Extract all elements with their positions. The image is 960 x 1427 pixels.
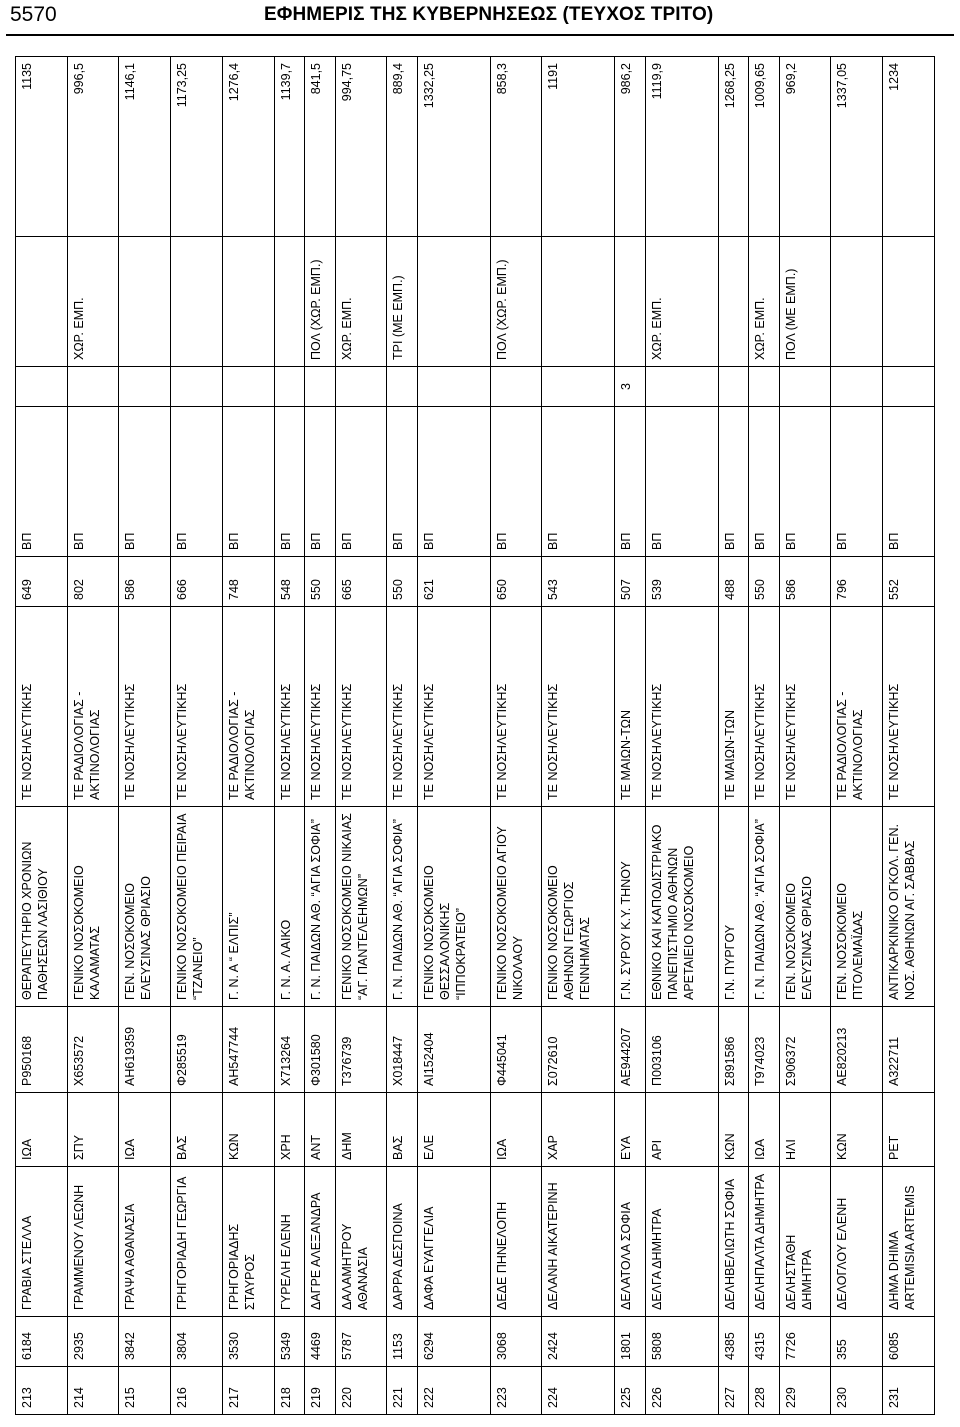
cell-extra	[645, 367, 718, 407]
cell-hospital: ΓΕΝΙΚΟ ΝΟΣΟΚΟΜΕΙΟ ΝΙΚΑΙΑΣ “ΑΓ. ΠΑΝΤΕΛΕΗΜΩΝ”	[335, 807, 387, 1007]
cell-category: ΒΠ	[883, 407, 935, 557]
cell-hospital: Γ. Ν. ΠΑΙΔΩΝ ΑΘ. “ΑΓΙΑ ΣΟΦΙΑ”	[749, 807, 780, 1007]
cell-hospital: ΘΕΡΑΠΕΥΤΗΡΙΟ ΧΡΟΝΙΩΝ ΠΑΘΗΣΕΩΝ ΛΑΣΙΘΙΟΥ	[16, 807, 68, 1007]
cell-score: 994,75	[335, 57, 387, 237]
cell-field: ΤΕ ΝΟΣΗΛΕΥΤΙΚΗΣ	[490, 607, 542, 807]
cell-name: ΔΕΛΗΒΕΛΙΩΤΗ ΣΟΦΙΑ	[718, 1167, 749, 1317]
cell-code: 6184	[16, 1317, 68, 1367]
cell-id-number: ΑΕ820213	[831, 1007, 883, 1093]
cell-spec: ΙΩΑ	[16, 1093, 68, 1167]
cell-number: 665	[335, 557, 387, 607]
table-row	[274, 57, 305, 1415]
table-row	[645, 57, 718, 1415]
cell-id-number: ΑΕ944207	[615, 1007, 646, 1093]
cell-field: ΤΕ ΡΑΔΙΟΛΟΓΙΑΣ - ΑΚΤΙΝΟΛΟΓΙΑΣ	[222, 607, 274, 807]
cell-spec: ΒΑΣ	[171, 1093, 223, 1167]
cell-spec: ΒΑΣ	[387, 1093, 418, 1167]
cell-field: ΤΕ ΜΑΙΩΝ-ΤΩΝ	[615, 607, 646, 807]
cell-name: ΔΑΓΡΕ ΑΛΕΞΑΝΔΡΑ	[305, 1167, 336, 1317]
cell-category: ΒΠ	[718, 407, 749, 557]
cell-index: 230	[831, 1367, 883, 1415]
cell-name: ΔΑΛΑΜΗΤΡΟΥ ΑΘΑΝΑΣΙΑ	[335, 1167, 387, 1317]
cell-bonus: ΧΩΡ. ΕΜΠ.	[335, 237, 387, 367]
cell-score: 841,5	[305, 57, 336, 237]
cell-code: 3804	[171, 1317, 223, 1367]
cell-extra	[274, 367, 305, 407]
cell-index: 229	[779, 1367, 831, 1415]
cell-index: 225	[615, 1367, 646, 1415]
cell-index: 213	[16, 1367, 68, 1415]
cell-bonus	[417, 237, 490, 367]
cell-field: ΤΕ ΝΟΣΗΛΕΥΤΙΚΗΣ	[305, 607, 336, 807]
cell-id-number: Φ445041	[490, 1007, 542, 1093]
cell-name: ΔΕΛΗΣΤΑΘΗ ΔΗΜΗΤΡΑ	[779, 1167, 831, 1317]
cell-name: ΔΕΛΑΤΟΛΑ ΣΟΦΙΑ	[615, 1167, 646, 1317]
cell-number: 539	[645, 557, 718, 607]
cell-score: 986,2	[615, 57, 646, 237]
cell-category: ΒΠ	[305, 407, 336, 557]
cell-score: 1119,9	[645, 57, 718, 237]
cell-bonus	[883, 237, 935, 367]
cell-extra	[67, 367, 119, 407]
cell-code: 6085	[883, 1317, 935, 1367]
cell-id-number: Φ301580	[305, 1007, 336, 1093]
cell-category: ΒΠ	[645, 407, 718, 557]
cell-number: 550	[387, 557, 418, 607]
cell-extra	[490, 367, 542, 407]
cell-field: ΤΕ ΜΑΙΩΝ-ΤΩΝ	[718, 607, 749, 807]
cell-field: ΤΕ ΡΑΔΙΟΛΟΓΙΑΣ - ΑΚΤΙΝΟΛΟΓΙΑΣ	[67, 607, 119, 807]
table-row	[305, 57, 336, 1415]
cell-category: ΒΠ	[67, 407, 119, 557]
cell-number: 488	[718, 557, 749, 607]
cell-category: ΒΠ	[831, 407, 883, 557]
cell-hospital: Γ.Ν. ΣΥΡΟΥ Κ.Υ. ΤΗΝΟΥ	[615, 807, 646, 1007]
cell-field: ΤΕ ΝΟΣΗΛΕΥΤΙΚΗΣ	[119, 607, 171, 807]
cell-spec: ΚΩΝ	[222, 1093, 274, 1167]
cell-category: ΒΠ	[171, 407, 223, 557]
cell-bonus	[542, 237, 615, 367]
cell-bonus	[171, 237, 223, 367]
cell-category: ΒΠ	[335, 407, 387, 557]
header-rule	[6, 34, 954, 36]
table-row	[335, 57, 387, 1415]
cell-score: 889,4	[387, 57, 418, 237]
cell-score: 1191	[542, 57, 615, 237]
table-row	[749, 57, 780, 1415]
cell-index: 226	[645, 1367, 718, 1415]
cell-code: 5808	[645, 1317, 718, 1367]
table-row	[615, 57, 646, 1415]
cell-bonus: ΤΡΙ (ΜΕ ΕΜΠ.)	[387, 237, 418, 367]
cell-id-number: Χ713264	[274, 1007, 305, 1093]
cell-hospital: Γ. Ν. Α. ΛΑΙΚΟ	[274, 807, 305, 1007]
cell-spec: ΚΩΝ	[831, 1093, 883, 1167]
table-row	[16, 57, 68, 1415]
cell-score: 1135	[16, 57, 68, 237]
cell-bonus	[16, 237, 68, 367]
cell-code: 1153	[387, 1317, 418, 1367]
cell-id-number: ΑΗ547744	[222, 1007, 274, 1093]
table-row	[222, 57, 274, 1415]
cell-score: 1268,25	[718, 57, 749, 237]
cell-field: ΤΕ ΝΟΣΗΛΕΥΤΙΚΗΣ	[16, 607, 68, 807]
cell-index: 222	[417, 1367, 490, 1415]
cell-category: ΒΠ	[417, 407, 490, 557]
cell-code: 3530	[222, 1317, 274, 1367]
cell-hospital: Γ. Ν. ΠΑΙΔΩΝ ΑΘ. “ΑΓΙΑ ΣΟΦΙΑ”	[305, 807, 336, 1007]
cell-extra	[718, 367, 749, 407]
cell-field: ΤΕ ΝΟΣΗΛΕΥΤΙΚΗΣ	[542, 607, 615, 807]
cell-number: 649	[16, 557, 68, 607]
gazette-title: ΕΦΗΜΕΡΙΣ ΤΗΣ ΚΥΒΕΡΝΗΣΕΩΣ (ΤΕΥΧΟΣ ΤΡΙΤΟ)	[264, 4, 714, 25]
table-row	[883, 57, 935, 1415]
cell-field: ΤΕ ΡΑΔΙΟΛΟΓΙΑΣ - ΑΚΤΙΝΟΛΟΓΙΑΣ	[831, 607, 883, 807]
cell-id-number: Τ974023	[749, 1007, 780, 1093]
table-row	[67, 57, 119, 1415]
cell-spec: ΡΕΤ	[883, 1093, 935, 1167]
cell-bonus: ΧΩΡ. ΕΜΠ.	[67, 237, 119, 367]
table-row	[417, 57, 490, 1415]
cell-bonus	[615, 237, 646, 367]
cell-number: 796	[831, 557, 883, 607]
table-row	[387, 57, 418, 1415]
cell-name: ΓΡΑΜΜΕΝΟΥ ΛΕΩΝΗ	[67, 1167, 119, 1317]
cell-category: ΒΠ	[387, 407, 418, 557]
cell-index: 219	[305, 1367, 336, 1415]
cell-name: ΔΕΛΓΑ ΔΗΜΗΤΡΑ	[645, 1167, 718, 1317]
table-row	[831, 57, 883, 1415]
cell-hospital: ΓΕΝ. ΝΟΣΟΚΟΜΕΙΟ ΕΛΕΥΣΙΝΑΣ ΘΡΙΑΣΙΟ	[119, 807, 171, 1007]
cell-hospital: ΓΕΝΙΚΟ ΝΟΣΟΚΟΜΕΙΟ ΚΑΛΑΜΑΤΑΣ	[67, 807, 119, 1007]
cell-number: 507	[615, 557, 646, 607]
page-number: 5570	[10, 3, 57, 26]
cell-category: ΒΠ	[749, 407, 780, 557]
cell-score: 1139,7	[274, 57, 305, 237]
cell-id-number: Τ376739	[335, 1007, 387, 1093]
cell-extra	[831, 367, 883, 407]
cell-code: 2935	[67, 1317, 119, 1367]
registry-table	[15, 56, 935, 1415]
table-row	[171, 57, 223, 1415]
cell-number: 586	[119, 557, 171, 607]
cell-code: 1801	[615, 1317, 646, 1367]
cell-score: 969,2	[779, 57, 831, 237]
cell-field: ΤΕ ΝΟΣΗΛΕΥΤΙΚΗΣ	[645, 607, 718, 807]
cell-hospital: ΕΘΝΙΚΟ ΚΑΙ ΚΑΠΟΔΙΣΤΡΙΑΚΟ ΠΑΝΕΠΙΣΤΗΜΙΟ ΑΘΗΝΩΝ ΑΡΕΤΑΙΕΙΟ ΝΟΣΟΚΟΜΕΙΟ	[645, 807, 718, 1007]
cell-score: 1234	[883, 57, 935, 237]
cell-spec: ΣΠΥ	[67, 1093, 119, 1167]
cell-field: ΤΕ ΝΟΣΗΛΕΥΤΙΚΗΣ	[387, 607, 418, 807]
cell-index: 224	[542, 1367, 615, 1415]
cell-number: 650	[490, 557, 542, 607]
cell-extra	[16, 367, 68, 407]
rotated-table-container	[15, 57, 935, 1415]
cell-category: ΒΠ	[779, 407, 831, 557]
cell-field: ΤΕ ΝΟΣΗΛΕΥΤΙΚΗΣ	[779, 607, 831, 807]
cell-spec: ΧΡΗ	[274, 1093, 305, 1167]
cell-category: ΒΠ	[16, 407, 68, 557]
cell-spec: ΧΑΡ	[542, 1093, 615, 1167]
cell-name: ΔΕΔΕ ΠΗΝΕΛΟΠΗ	[490, 1167, 542, 1317]
cell-field: ΤΕ ΝΟΣΗΛΕΥΤΙΚΗΣ	[335, 607, 387, 807]
cell-index: 231	[883, 1367, 935, 1415]
cell-index: 215	[119, 1367, 171, 1415]
cell-code: 4385	[718, 1317, 749, 1367]
cell-index: 220	[335, 1367, 387, 1415]
cell-index: 223	[490, 1367, 542, 1415]
cell-number: 621	[417, 557, 490, 607]
cell-code: 7726	[779, 1317, 831, 1367]
cell-spec: ΑΝΤ	[305, 1093, 336, 1167]
table-row	[779, 57, 831, 1415]
cell-id-number: ΑΙ152404	[417, 1007, 490, 1093]
cell-id-number: Χ018447	[387, 1007, 418, 1093]
cell-spec: ΕΥΑ	[615, 1093, 646, 1167]
cell-id-number: Π003106	[645, 1007, 718, 1093]
table-row	[119, 57, 171, 1415]
cell-name: ΓΡΑΒΙΑ ΣΤΕΛΛΑ	[16, 1167, 68, 1317]
cell-name: ΓΡΗΓΟΡΙΑΔΗ ΓΕΩΡΓΙΑ	[171, 1167, 223, 1317]
page-header	[0, 0, 960, 44]
cell-bonus	[119, 237, 171, 367]
registry-body	[16, 57, 935, 1415]
cell-spec: ΗΛΙ	[779, 1093, 831, 1167]
cell-spec: ΙΩΑ	[490, 1093, 542, 1167]
cell-id-number: Α322711	[883, 1007, 935, 1093]
cell-index: 216	[171, 1367, 223, 1415]
cell-score: 1173,25	[171, 57, 223, 237]
cell-id-number: Σ072610	[542, 1007, 615, 1093]
cell-code: 2424	[542, 1317, 615, 1367]
cell-id-number: Φ285519	[171, 1007, 223, 1093]
cell-category: ΒΠ	[119, 407, 171, 557]
cell-field: ΤΕ ΝΟΣΗΛΕΥΤΙΚΗΣ	[171, 607, 223, 807]
cell-code: 5349	[274, 1317, 305, 1367]
cell-extra	[417, 367, 490, 407]
cell-extra	[749, 367, 780, 407]
cell-hospital: ΓΕΝΙΚΟ ΝΟΣΟΚΟΜΕΙΟ ΑΓΙΟΥ ΝΙΚΟΛΑΟΥ	[490, 807, 542, 1007]
cell-id-number: ΑΗ619359	[119, 1007, 171, 1093]
cell-bonus	[718, 237, 749, 367]
cell-name: ΓΡΑΨΑ ΑΘΑΝΑΣΙΑ	[119, 1167, 171, 1317]
cell-bonus: ΠΟΛ (ΧΩΡ. ΕΜΠ.)	[305, 237, 336, 367]
cell-index: 228	[749, 1367, 780, 1415]
cell-id-number: Σ891586	[718, 1007, 749, 1093]
table-row	[718, 57, 749, 1415]
cell-bonus: ΧΩΡ. ΕΜΠ.	[749, 237, 780, 367]
cell-number: 548	[274, 557, 305, 607]
cell-field: ΤΕ ΝΟΣΗΛΕΥΤΙΚΗΣ	[749, 607, 780, 807]
cell-hospital: Γ.Ν. ΠΥΡΓΟΥ	[718, 807, 749, 1007]
cell-name: ΔΑΦΑ ΕΥΑΓΓΕΛΙΑ	[417, 1167, 490, 1317]
cell-spec: ΚΩΝ	[718, 1093, 749, 1167]
cell-id-number: Ρ950168	[16, 1007, 68, 1093]
cell-category: ΒΠ	[490, 407, 542, 557]
cell-index: 214	[67, 1367, 119, 1415]
cell-field: ΤΕ ΝΟΣΗΛΕΥΤΙΚΗΣ	[883, 607, 935, 807]
cell-extra	[542, 367, 615, 407]
cell-bonus: ΠΟΛ (ΧΩΡ. ΕΜΠ.)	[490, 237, 542, 367]
cell-extra	[171, 367, 223, 407]
cell-id-number: Σ906372	[779, 1007, 831, 1093]
cell-bonus	[831, 237, 883, 367]
cell-hospital: Γ. Ν. Α “ ΕΛΠΙΣ”	[222, 807, 274, 1007]
cell-index: 221	[387, 1367, 418, 1415]
cell-score: 858,3	[490, 57, 542, 237]
cell-score: 1009,65	[749, 57, 780, 237]
cell-name: ΔΕΛΑΝΗ ΑΙΚΑΤΕΡΙΝΗ	[542, 1167, 615, 1317]
cell-hospital: ΓΕΝΙΚΟ ΝΟΣΟΚΟΜΕΙΟ ΠΕΙΡΑΙΑ “ΤΖΑΝΕΙΟ”	[171, 807, 223, 1007]
cell-name: ΔΕΛΟΓΛΟΥ ΕΛΕΝΗ	[831, 1167, 883, 1317]
cell-score: 1146,1	[119, 57, 171, 237]
cell-field: ΤΕ ΝΟΣΗΛΕΥΤΙΚΗΣ	[274, 607, 305, 807]
cell-code: 6294	[417, 1317, 490, 1367]
cell-category: ΒΠ	[542, 407, 615, 557]
cell-hospital: ΓΕΝΙΚΟ ΝΟΣΟΚΟΜΕΙΟ ΘΕΣΣΑΛΟΝΙΚΗΣ “ΙΠΠΟΚΡΑΤΕΙΟ”	[417, 807, 490, 1007]
cell-hospital: ΓΕΝ. ΝΟΣΟΚΟΜΕΙΟ ΠΤΟΛΕΜΑΪΔΑΣ	[831, 807, 883, 1007]
cell-category: ΒΠ	[615, 407, 646, 557]
cell-number: 550	[305, 557, 336, 607]
cell-number: 552	[883, 557, 935, 607]
cell-category: ΒΠ	[274, 407, 305, 557]
cell-score: 1337,05	[831, 57, 883, 237]
cell-name: ΓΡΗΓΟΡΙΑΔΗΣ ΣΤΑΥΡΟΣ	[222, 1167, 274, 1317]
cell-code: 3068	[490, 1317, 542, 1367]
cell-name: ΔΑΡΡΑ ΔΕΣΠΟΙΝΑ	[387, 1167, 418, 1317]
cell-number: 550	[749, 557, 780, 607]
cell-code: 3842	[119, 1317, 171, 1367]
cell-code: 4469	[305, 1317, 336, 1367]
cell-code: 5787	[335, 1317, 387, 1367]
cell-number: 748	[222, 557, 274, 607]
cell-number: 586	[779, 557, 831, 607]
cell-bonus	[222, 237, 274, 367]
cell-number: 802	[67, 557, 119, 607]
cell-code: 355	[831, 1317, 883, 1367]
cell-hospital: ΓΕΝΙΚΟ ΝΟΣΟΚΟΜΕΙΟ ΑΘΗΝΩΝ ΓΕΩΡΓΙΟΣ ΓΕΝΝΗΜΑΤΑΣ	[542, 807, 615, 1007]
cell-field: ΤΕ ΝΟΣΗΛΕΥΤΙΚΗΣ	[417, 607, 490, 807]
cell-hospital: ΑΝΤΙΚΑΡΚΙΝΙΚΟ ΟΓΚΟΛ. ΓΕΝ. ΝΟΣ. ΑΘΗΝΩΝ ΑΓ. ΣΑΒΒΑΣ	[883, 807, 935, 1007]
cell-score: 1332,25	[417, 57, 490, 237]
cell-extra	[119, 367, 171, 407]
cell-extra	[779, 367, 831, 407]
cell-extra	[335, 367, 387, 407]
cell-hospital: Γ. Ν. ΠΑΙΔΩΝ ΑΘ. “ΑΓΙΑ ΣΟΦΙΑ”	[387, 807, 418, 1007]
cell-category: ΒΠ	[222, 407, 274, 557]
cell-extra: 3	[615, 367, 646, 407]
table-row	[490, 57, 542, 1415]
cell-extra	[222, 367, 274, 407]
cell-index: 227	[718, 1367, 749, 1415]
cell-number: 543	[542, 557, 615, 607]
cell-extra	[387, 367, 418, 407]
cell-spec: ΕΛΕ	[417, 1093, 490, 1167]
cell-spec: ΔΗΜ	[335, 1093, 387, 1167]
cell-name: ΔΕΛΗΠΑΛΤΑ ΔΗΜΗΤΡΑ	[749, 1167, 780, 1317]
cell-index: 217	[222, 1367, 274, 1415]
cell-spec: ΙΩΑ	[749, 1093, 780, 1167]
cell-bonus: ΠΟΛ (ΜΕ ΕΜΠ.)	[779, 237, 831, 367]
cell-bonus	[274, 237, 305, 367]
cell-spec: ΙΩΑ	[119, 1093, 171, 1167]
cell-name: ΓΥΡΕΛΗ ΕΛΕΝΗ	[274, 1167, 305, 1317]
cell-name: ΔΗΜΑ DHIMA ARTEMISIA ARTEMIS	[883, 1167, 935, 1317]
cell-score: 1276,4	[222, 57, 274, 237]
table-row	[542, 57, 615, 1415]
cell-bonus: ΧΩΡ. ΕΜΠ.	[645, 237, 718, 367]
cell-number: 666	[171, 557, 223, 607]
cell-id-number: Χ653572	[67, 1007, 119, 1093]
cell-extra	[305, 367, 336, 407]
cell-code: 4315	[749, 1317, 780, 1367]
cell-index: 218	[274, 1367, 305, 1415]
cell-extra	[883, 367, 935, 407]
cell-hospital: ΓΕΝ. ΝΟΣΟΚΟΜΕΙΟ ΕΛΕΥΣΙΝΑΣ ΘΡΙΑΣΙΟ	[779, 807, 831, 1007]
cell-spec: ΑΡΙ	[645, 1093, 718, 1167]
cell-score: 996,5	[67, 57, 119, 237]
